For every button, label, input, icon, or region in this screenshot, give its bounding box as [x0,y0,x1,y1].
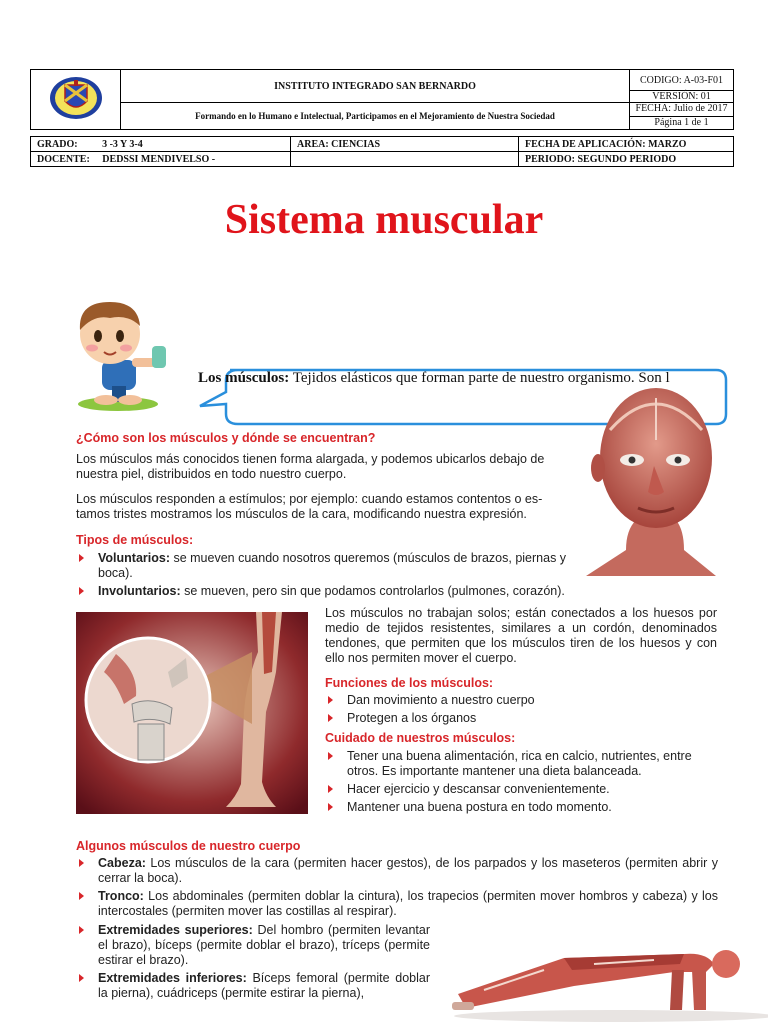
some-muscles-list-top [76,856,718,922]
section-heading-where: ¿Cómo son los músculos y dónde se encuentran? [76,431,376,445]
list-item: Involuntarios: se mueven, pero sin que podamos controlarlos (pulmones, corazón). [76,584,596,599]
period-cell: PERIODO: SEGUNDO PERIODO [519,152,734,167]
grade-label: GRADO: [37,138,78,150]
tendons-paragraph: Los músculos no trabajan solos; están conectados a los huesos por medio de tejidos resistentes, similares a un cordón, denominados tendones, que permiten que los músculos tiren de los huesos y con ello nos permiten mover el cuerpo. [325,606,717,665]
knee-tendon-image [76,612,308,814]
institution-motto: Formando en lo Humano e Intelectual, Participamos en el Mejoramiento de Nuestra Sociedad [121,103,630,130]
school-crest-cell [31,70,121,130]
types-heading: Tipos de músculos: [76,533,194,547]
list-item: Cabeza: Los músculos de la cara (permiten hacer gestos), de los parpados y los maseteros (permiten abrir y cerrar la boca). [76,856,718,886]
bullet-marker-icon [79,859,84,867]
pushup-muscle-figure-image [444,924,768,1024]
some-muscles-list-bottom [76,923,430,1004]
cartoon-child-image [66,296,186,414]
bullet-marker-icon [328,785,333,793]
grade-value: 3 -3 Y 3-4 [102,138,143,150]
school-crest-logo [48,75,104,121]
bubble-definition: Tejidos elásticos que forman parte de nuestro organismo. Son l [289,370,670,386]
teacher-value: DEDSSI MENDIVELSO - [102,153,216,165]
functions-heading: Funciones de los músculos: [325,676,494,690]
list-item: Extremidades superiores: Del hombro (permiten levantar el brazo), bíceps (permite doblar el brazo), tríceps (permite estirar el brazo). [76,923,430,968]
page-title: Sistema muscular [224,197,544,243]
types-list [76,551,596,602]
info-table [30,136,734,167]
functions-list [325,693,717,729]
bullet-marker-icon [79,587,84,595]
list-item: Extremidades inferiores: Bíceps femoral (permite doblar la pierna), cuádriceps (permite estirar la pierna), [76,971,430,1001]
institution-name: INSTITUTO INTEGRADO SAN BERNARDO [121,70,630,103]
care-list [325,749,705,818]
doc-date: FECHA: Julio de 2017 [630,103,733,117]
bullet-marker-icon [79,892,84,900]
doc-code: CODIGO: A-03-F01 [630,70,734,91]
area-cell: AREA: CIENCIAS [291,137,519,152]
teacher-label: DOCENTE: [37,153,90,165]
list-item: Mantener una buena postura en todo momento. [325,800,705,815]
bubble-term: Los músculos: [198,370,290,386]
list-item: Dan movimiento a nuestro cuerpo [325,693,717,708]
doc-version: VERSIÓN: 01 [630,91,734,103]
list-item: Tronco: Los abdominales (permiten doblar la cintura), los trapecios (permiten mover hombros y cabeza) y los intercostales (permiten mover las costillas al respirar). [76,889,718,919]
bullet-marker-icon [328,752,333,760]
section-paragraph-stimuli: Los músculos responden a estímulos; por ejemplo: cuando estamos contentos o es-tamos tristes mostramos los músculos de la cara, modificando nuestra expresión. [76,492,543,521]
application-date-cell: FECHA DE APLICACIÓN: MARZO [519,137,734,152]
empty-cell [291,152,519,167]
bullet-marker-icon [79,554,84,562]
bullet-marker-icon [328,714,333,722]
bullet-marker-icon [328,803,333,811]
header-table [30,69,734,130]
bullet-marker-icon [328,696,333,704]
list-item: Hacer ejercicio y descansar convenientemente. [325,782,705,797]
list-item: Voluntarios: se mueven cuando nosotros queremos (músculos de brazos, piernas y boca). [76,551,596,581]
some-muscles-heading: Algunos músculos de nuestro cuerpo [76,839,301,853]
bullet-marker-icon [79,974,84,982]
teacher-cell [31,152,291,167]
face-muscles-image [566,380,736,576]
grade-cell [31,137,291,152]
date-page-cell [630,103,734,130]
section-paragraph-shape: Los músculos más conocidos tienen forma alargada, y podemos ubicarlos debajo de nuestra piel, distribuidos en todo nuestro cuerpo. [76,452,545,481]
bullet-marker-icon [79,926,84,934]
list-item: Protegen a los órganos [325,711,717,726]
care-heading: Cuidado de nuestros músculos: [325,731,516,745]
doc-page: Página 1 de 1 [654,117,709,128]
list-item: Tener una buena alimentación, rica en calcio, nutrientes, entre otros. Es importante mantener una dieta balanceada. [325,749,705,779]
